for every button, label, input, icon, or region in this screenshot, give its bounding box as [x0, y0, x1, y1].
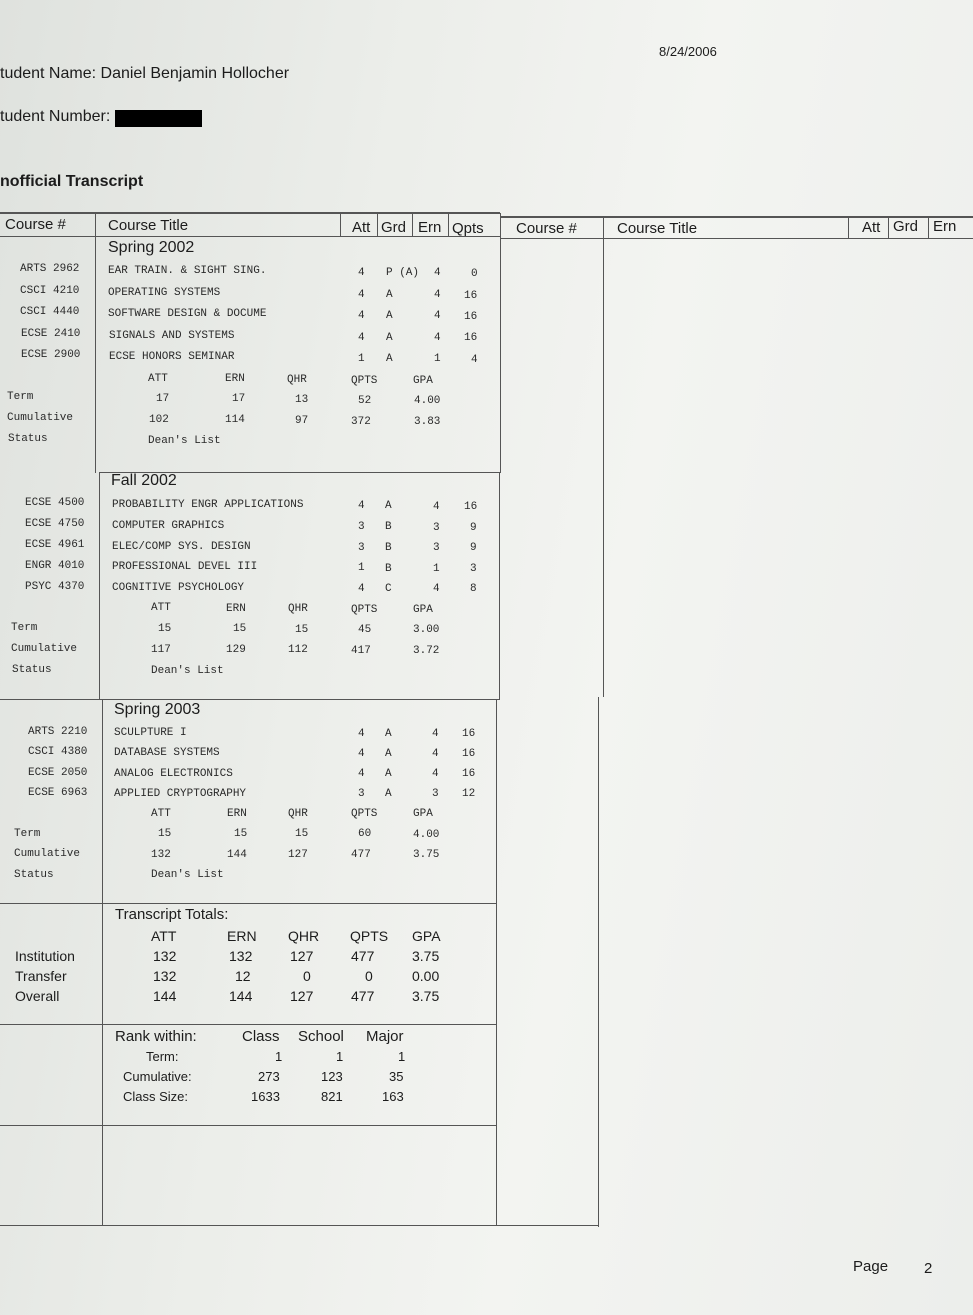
row-label-cumulative: Cumulative	[11, 643, 78, 655]
totals-heading: Transcript Totals:	[115, 906, 229, 923]
term-att: 17	[156, 393, 170, 405]
course-grade: P (A)	[386, 267, 420, 279]
row-label-term: Term	[7, 391, 34, 403]
main-right-border	[499, 473, 500, 700]
course-att: 4	[358, 500, 365, 512]
semester-divider	[0, 699, 500, 700]
col-grd: Grd	[381, 219, 407, 236]
course-qpts: 16	[462, 748, 476, 760]
course-att: 4	[358, 583, 365, 595]
totals-value: 0	[365, 968, 373, 984]
course-att: 3	[358, 542, 365, 554]
semester-heading: Spring 2003	[114, 701, 201, 718]
rank-value: 1	[398, 1049, 406, 1064]
col-qpts: Qpts	[452, 220, 484, 237]
course-att: 1	[358, 353, 365, 365]
course-qpts: 16	[464, 290, 478, 302]
rank-value: 1	[336, 1049, 344, 1064]
course-qpts: 8	[470, 583, 477, 595]
rank-value: 1633	[251, 1089, 280, 1104]
course-att: 4	[358, 267, 365, 279]
cum-att: 117	[151, 644, 171, 656]
course-code: PSYC 4370	[25, 581, 85, 593]
term-qpts: 45	[358, 624, 372, 636]
summary-header: QHR	[288, 603, 308, 615]
rank-value: 273	[258, 1069, 280, 1084]
course-title: ANALOG ELECTRONICS	[114, 768, 233, 780]
course-title: EAR TRAIN. & SIGHT SING.	[108, 265, 267, 277]
rank-value: 821	[321, 1089, 343, 1104]
course-qpts: 3	[470, 563, 477, 575]
code-column-divider	[95, 213, 96, 473]
course-code: ECSE 4750	[25, 518, 85, 530]
header-col-divider	[377, 214, 378, 236]
summary-header: QPTS	[351, 375, 378, 387]
course-earned: 3	[433, 522, 440, 534]
main-right-border	[500, 213, 501, 473]
right-header-divider	[928, 217, 929, 238]
term-qpts: 52	[358, 395, 372, 407]
course-earned: 4	[434, 289, 441, 301]
totals-value: 144	[229, 988, 253, 1004]
totals-value: 127	[290, 948, 314, 964]
cum-ern: 114	[225, 414, 245, 426]
totals-value: 132	[229, 948, 253, 964]
header-col-divider	[412, 214, 413, 236]
totals-value: 477	[351, 948, 375, 964]
row-label-cumulative: Cumulative	[7, 412, 74, 424]
cum-gpa: 3.83	[414, 416, 441, 428]
row-label-status: Status	[12, 664, 52, 676]
totals-value: 0	[303, 968, 311, 984]
course-qpts: 0	[471, 268, 478, 280]
course-grade: B	[385, 563, 392, 575]
col-course-number-2: Course #	[516, 220, 577, 237]
row-label-status: Status	[14, 869, 54, 881]
summary-header: GPA	[413, 808, 433, 820]
totals-value: 0.00	[412, 968, 440, 984]
semester-heading: Spring 2002	[108, 239, 195, 256]
summary-header: QPTS	[351, 604, 378, 616]
col-grd-2: Grd	[893, 218, 919, 235]
header-col-divider	[340, 214, 341, 236]
summary-header: ERN	[226, 603, 246, 615]
section-divider	[0, 903, 497, 904]
course-code: ECSE 4500	[25, 497, 85, 509]
totals-row-label: Institution	[15, 948, 75, 964]
code-column-divider	[102, 700, 103, 1225]
status-value: Dean's List	[148, 435, 221, 447]
course-title: APPLIED CRYPTOGRAPHY	[114, 788, 247, 800]
rank-value: 35	[389, 1069, 404, 1084]
course-code: CSCI 4380	[28, 746, 88, 758]
course-code: ECSE 6963	[28, 787, 88, 799]
section-divider	[0, 1024, 497, 1025]
summary-header: ATT	[148, 373, 168, 385]
row-label-cumulative: Cumulative	[14, 848, 81, 860]
course-title: DATABASE SYSTEMS	[114, 747, 220, 759]
cum-qpts: 477	[351, 849, 371, 861]
course-grade: A	[386, 289, 393, 301]
main-right-border	[496, 700, 497, 1225]
document-title: nofficial Transcript	[0, 173, 144, 190]
cum-ern: 144	[227, 849, 247, 861]
status-value: Dean's List	[151, 869, 224, 881]
rank-value: 163	[382, 1089, 404, 1104]
course-earned: 1	[433, 563, 440, 575]
table-bottom-border	[0, 1225, 598, 1226]
col-course-title-2: Course Title	[617, 220, 698, 237]
course-title: PROFESSIONAL DEVEL III	[112, 561, 258, 573]
cum-gpa: 3.72	[413, 645, 440, 657]
cum-qhr: 127	[288, 849, 308, 861]
course-earned: 4	[433, 501, 440, 513]
rank-heading: Rank within:	[115, 1028, 197, 1045]
col-ern: Ern	[418, 219, 442, 236]
header-col-divider	[448, 214, 449, 236]
rank-row-label: Term:	[146, 1049, 179, 1064]
student-name-label: tudent Name:	[0, 65, 97, 82]
rank-header-school: School	[298, 1028, 344, 1045]
term-gpa: 4.00	[413, 829, 440, 841]
summary-header: ATT	[151, 602, 171, 614]
rank-value: 123	[321, 1069, 343, 1084]
right-header-divider	[888, 217, 889, 238]
summary-header: QHR	[287, 374, 307, 386]
course-att: 4	[358, 728, 365, 740]
course-title: ELEC/COMP SYS. DESIGN	[112, 541, 251, 553]
totals-value: 3.75	[412, 988, 440, 1004]
course-grade: B	[385, 542, 392, 554]
summary-header: GPA	[413, 604, 433, 616]
course-code: ECSE 2050	[28, 767, 88, 779]
right-header-divider	[848, 217, 849, 238]
rank-header-class: Class	[242, 1028, 280, 1045]
totals-value: 477	[351, 988, 375, 1004]
cum-qpts: 417	[351, 645, 371, 657]
course-grade: A	[385, 500, 392, 512]
col-course-number: Course #	[5, 216, 66, 233]
course-code: ECSE 4961	[25, 539, 85, 551]
row-label-term: Term	[11, 622, 38, 634]
student-name-line	[0, 65, 289, 83]
course-qpts: 9	[470, 522, 477, 534]
totals-value: 132	[153, 968, 177, 984]
rank-row-label: Cumulative:	[123, 1069, 192, 1084]
course-att: 4	[358, 289, 365, 301]
course-qpts: 16	[464, 501, 478, 513]
course-code: ENGR 4010	[25, 560, 85, 572]
page-label: Page	[853, 1258, 889, 1275]
course-title: PROBABILITY ENGR APPLICATIONS	[112, 499, 304, 511]
course-grade: B	[385, 521, 392, 533]
course-earned: 4	[432, 728, 439, 740]
course-earned: 4	[434, 310, 441, 322]
right-code-divider	[598, 697, 599, 1227]
course-code: ECSE 2410	[21, 328, 81, 340]
totals-header: QHR	[288, 928, 320, 944]
term-qhr: 15	[295, 828, 309, 840]
course-att: 3	[358, 521, 365, 533]
course-qpts: 16	[462, 768, 476, 780]
totals-header: GPA	[412, 928, 441, 944]
row-label-term: Term	[14, 828, 41, 840]
totals-value: 12	[235, 968, 251, 984]
course-qpts: 4	[471, 354, 478, 366]
course-qpts: 16	[464, 332, 478, 344]
redacted-student-number	[115, 110, 202, 127]
summary-header: ERN	[225, 373, 245, 385]
print-date: 8/24/2006	[659, 44, 717, 59]
course-earned: 4	[432, 768, 439, 780]
term-ern: 15	[234, 828, 248, 840]
course-earned: 3	[432, 788, 439, 800]
course-att: 4	[358, 748, 365, 760]
header-divider	[0, 236, 500, 237]
term-gpa: 4.00	[414, 395, 441, 407]
totals-header: ATT	[151, 928, 177, 944]
course-grade: A	[386, 310, 393, 322]
course-title: SOFTWARE DESIGN & DOCUME	[108, 308, 267, 320]
totals-row-label: Overall	[15, 988, 60, 1004]
course-earned: 4	[432, 748, 439, 760]
totals-value: 3.75	[412, 948, 440, 964]
course-att: 4	[358, 768, 365, 780]
totals-value: 144	[153, 988, 177, 1004]
course-earned: 3	[433, 542, 440, 554]
course-grade: C	[385, 583, 392, 595]
rank-value: 1	[275, 1049, 283, 1064]
code-column-divider	[99, 473, 100, 700]
col-ern-2: Ern	[933, 218, 957, 235]
course-qpts: 16	[464, 311, 478, 323]
page-number: 2	[924, 1260, 933, 1277]
status-value: Dean's List	[151, 665, 224, 677]
course-grade: A	[385, 768, 392, 780]
cum-gpa: 3.75	[413, 849, 440, 861]
row-label-status: Status	[8, 433, 48, 445]
cum-qhr: 97	[295, 415, 309, 427]
section-divider	[0, 1125, 497, 1126]
course-title: SCULPTURE I	[114, 727, 187, 739]
course-code: CSCI 4210	[20, 285, 80, 297]
term-gpa: 3.00	[413, 624, 440, 636]
student-name: Daniel Benjamin Hollocher	[100, 65, 290, 82]
totals-header: QPTS	[350, 928, 389, 944]
course-grade: A	[385, 728, 392, 740]
course-earned: 4	[433, 583, 440, 595]
totals-row-label: Transfer	[15, 968, 67, 984]
totals-value: 127	[290, 988, 314, 1004]
term-att: 15	[158, 828, 172, 840]
course-att: 4	[358, 310, 365, 322]
rank-row-label: Class Size:	[123, 1089, 189, 1104]
course-qpts: 9	[470, 542, 477, 554]
right-code-divider	[603, 217, 604, 697]
cum-qhr: 112	[288, 644, 308, 656]
term-ern: 15	[233, 623, 247, 635]
cum-att: 102	[149, 414, 169, 426]
course-att: 4	[358, 332, 365, 344]
totals-value: 132	[153, 948, 177, 964]
course-title: COMPUTER GRAPHICS	[112, 520, 225, 532]
course-att: 3	[358, 788, 365, 800]
student-number-label: tudent Number:	[0, 108, 111, 125]
course-qpts: 12	[462, 788, 476, 800]
semester-heading: Fall 2002	[111, 472, 177, 489]
course-code: ARTS 2210	[28, 726, 88, 738]
cum-ern: 129	[226, 644, 246, 656]
course-grade: A	[386, 353, 393, 365]
course-title: ECSE HONORS SEMINAR	[109, 351, 235, 363]
rank-header-major: Major	[366, 1028, 404, 1045]
term-qhr: 15	[295, 624, 309, 636]
col-att-2: Att	[862, 219, 881, 236]
summary-header: QHR	[288, 808, 308, 820]
cum-qpts: 372	[351, 416, 371, 428]
course-att: 1	[358, 562, 365, 574]
course-grade: A	[385, 788, 392, 800]
course-grade: A	[386, 332, 393, 344]
course-code: ECSE 2900	[21, 349, 81, 361]
col-course-title: Course Title	[108, 217, 189, 234]
term-att: 15	[158, 623, 172, 635]
course-qpts: 16	[462, 728, 476, 740]
term-ern: 17	[232, 393, 246, 405]
course-title: COGNITIVE PSYCHOLOGY	[112, 582, 245, 594]
table-top-border	[0, 212, 500, 214]
summary-header: ERN	[227, 808, 247, 820]
header-divider-right	[500, 238, 973, 239]
course-title: OPERATING SYSTEMS	[108, 287, 221, 299]
course-earned: 4	[434, 332, 441, 344]
summary-header: GPA	[413, 375, 433, 387]
course-code: ARTS 2962	[20, 263, 80, 275]
course-earned: 4	[434, 267, 441, 279]
course-grade: A	[385, 748, 392, 760]
term-qpts: 60	[358, 828, 372, 840]
summary-header: ATT	[151, 808, 171, 820]
col-att: Att	[352, 219, 371, 236]
course-earned: 1	[434, 353, 441, 365]
course-title: SIGNALS AND SYSTEMS	[109, 330, 235, 342]
course-code: CSCI 4440	[20, 306, 80, 318]
totals-header: ERN	[227, 928, 257, 944]
summary-header: QPTS	[351, 808, 378, 820]
cum-att: 132	[151, 849, 171, 861]
term-qhr: 13	[295, 394, 309, 406]
